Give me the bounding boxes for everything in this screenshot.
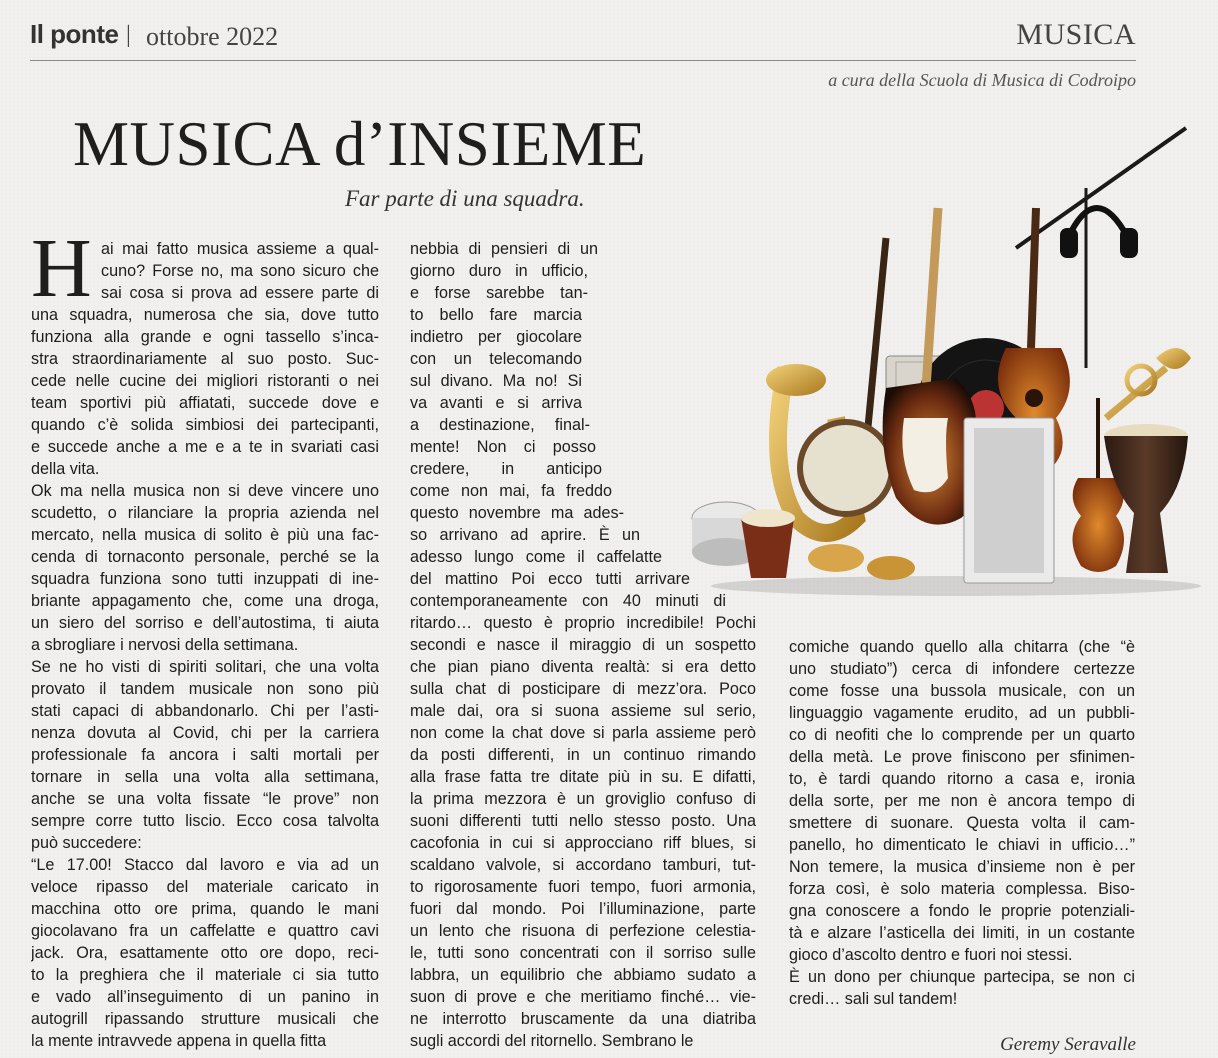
col1-line: e succede anche a me e a te in svariati casi [31,438,379,456]
col1-line: squadra funziona sono tutti inzuppati di ine- [31,570,379,588]
col2-line: contemporaneamente con 40 minuti di [410,592,726,610]
col1-line: to la preghiera che il materiale ci sia tutto [31,966,379,984]
col1-line: a sbrogliare i nervosi della settimana. [31,636,299,654]
col2-line: con un telecomando [410,350,582,368]
drop-cap: H [31,222,92,315]
col1-line: anche se una volta fissate “le prove” non [31,790,379,808]
col1-line: jack. Ora, esattamente otto ore dopo, reci- [31,944,379,962]
col3-line: come fosse una bussola musicale, con un [789,682,1135,700]
col1-line: la mente intravvede appena in quella fitta [31,1032,327,1050]
col2-line: del mattino Poi ecco tutti arrivare [410,570,690,588]
col1-line: “Le 17.00! Stacco dal lavoro e via ad un [31,856,379,874]
col3-line: della metà. Le prove finiscono per sfinimen- [789,748,1135,766]
col3-line: comiche quando quello alla chitarra (che “è [789,638,1135,656]
col3-line: co di neofiti che lo comprende per un quarto [789,726,1135,744]
col2-line: indietro per giocolare [410,328,582,346]
shadow [711,576,1201,596]
col2-line: le, tutti sono concentrati con il sorriso sulle [410,944,756,962]
col3-line: gioco d’ascolto dentro e fuori noi stessi. [789,946,1073,964]
col1-line: una squadra, numerosa che sia, dove tutto [31,306,379,324]
col1-line: sempre corre tutto liscio. Ecco cosa talvolta [31,812,379,830]
article-column-3 [789,636,1135,1010]
col1-line: macchina otto ore prima, quando le mani [31,900,379,918]
col1-line: veloce ripasso del materiale caricato in [31,878,379,896]
col3-line: È un dono per chiunque partecipa, se non ci [789,968,1135,986]
mic-stand-icon [1016,128,1186,368]
col3-line: forza così, è solo materia complessa. Biso- [789,880,1135,898]
section-curator: a cura della Scuola di Musica di Codroipo [828,70,1136,90]
col2-line: credere, in anticipo [410,460,602,478]
col2-line: male dai, ora si suona assieme sul serio, [410,702,756,720]
col1-line: Se ne ho visti di spiriti solitari, che una volta [31,658,379,676]
col1-line: cede nelle cucine dei migliori ristoranti o nei [31,372,379,390]
col3-line: to, è tardi quando ritorno a casa e, ironia [789,770,1135,788]
col3-line: gna conoscere a fondo le proprie potenziali- [789,902,1135,920]
col1-line: cenda di tornaconto personale, perché se la [31,548,379,566]
col3-line: tà e alzare l’asticella dei limiti, in un costante [789,924,1135,942]
violin-icon [1073,398,1125,572]
col2-line: cacofonia in cui si approcciano riff blues, si [410,834,756,852]
col2-line: come non mai, fa freddo [410,482,612,500]
col2-line: suoni differenti tutti nello stesso posto. Una [410,812,756,830]
header-separator: | [126,22,131,48]
col2-line: da posti differenti, in un continuo rimando [410,746,756,764]
col2-line: adesso lungo come il caffelatte [410,548,662,566]
col1-line: della vita. [31,460,100,478]
page-header [30,18,1136,61]
col2-line: mente! Non ci posso [410,438,596,456]
col2-line: so arrivano ad aprire. È un [410,526,640,544]
col3-line: smettere di suonare. Questa volta il cam- [789,814,1135,832]
col2-line: ritardo… questo è proprio incredibile! Pochi [410,614,756,632]
col1-line: autogrill ripassando strutture musicali che [31,1010,379,1028]
col1-line: team sportivi più affiatati, succede dove e [31,394,379,412]
magazine-logo: Il ponte [30,19,119,49]
col2-line: fuori dal mondo. Poi l’illuminazione, parte [410,900,756,918]
col2-line: labbra, un equilibrio che abbiamo sudato a [410,966,756,984]
section-name: MUSICA [1016,18,1136,51]
col2-line: ne interrotto bruscamente da una diatriba [410,1010,756,1028]
article-subtitle: Far parte di una squadra. [345,186,585,211]
col1-line: stati capaci di abbandonarlo. Chi per l’asti- [31,702,379,720]
col1-line: e vado all’inseguimento di un panino in [31,988,379,1006]
col3-line: panello, ho dimenticato le chiavi in ufficio…” [789,836,1135,854]
col1-line: sai cosa si prova ad essere parte di [101,284,379,302]
col2-line: to rigorosamente fuori tempo, fuori armonia, [410,878,756,896]
maracas-icon [808,544,915,580]
col2-line: sugli accordi del ritornello. Sembrano le [410,1032,694,1050]
col3-line: credi… sali sul tandem! [789,990,958,1008]
col1-line: Ok ma nella musica non si deve vincere uno [31,482,379,500]
col2-line: suon di prove e che meritiamo finché… vie- [410,988,756,1006]
trumpet-icon [1106,348,1191,418]
col2-line: sul divano. Ma no! Si [410,372,582,390]
col2-line: non come la chat dove si parla assieme però [410,724,756,742]
headphones-icon [1060,208,1138,258]
col1-line: provato il tandem musicale non sono più [31,680,379,698]
col2-line: che pian piano diventa realtà: si era detto [410,658,756,676]
col1-line: scudetto, o rilanciare la propria azienda nel [31,504,379,522]
col1-line: briante appagamento che, come una droga, [31,592,379,610]
col2-line: secondi e nasce il miraggio di un sospetto [410,636,756,654]
col3-line: Non temere, la musica d’insieme non è per [789,858,1135,876]
author-signature: Geremy Seravalle [1000,1034,1136,1055]
col2-line: un lento che risuona di perfezione celestia- [410,922,756,940]
article-title: MUSICA d’INSIEME [73,109,647,179]
col1-line: stra straordinariamente al suo posto. Suc- [31,350,379,368]
col2-line: questo novembre ma ades- [410,504,624,522]
issue-date: ottobre 2022 [146,22,279,51]
keyboard-icon [964,418,1054,583]
article-column-1 [31,238,379,1052]
col1-line: funziona alla grande e ogni tassello s’inca- [31,328,379,346]
col1-line: giocolavano fra un caffelatte e quattro cavi [31,922,379,940]
col1-line: professionale fa ancora i salti mortali per [31,746,379,764]
col2-line: giorno duro in ufficio, [410,262,588,280]
col3-line: linguaggio vagamente erudito, ad un pubbli- [789,704,1135,722]
col1-line: ai mai fatto musica assieme a qual- [101,240,379,258]
col1-line: quando c’è solida simbiosi dei partecipanti, [31,416,379,434]
col2-line: va avanti e si arriva [410,394,582,412]
col2-line: a destinazione, final- [410,416,590,434]
col2-line: scaldano valvole, si accordano tamburi, tut- [410,856,756,874]
col1-line: mercato, nella musica di solito è più una fac- [31,526,379,544]
col1-line: tornare in sella una volta alla settimana, [31,768,379,786]
col1-line: nenza dovuta al Covid, chi per la carriera [31,724,379,742]
col3-line: della sorte, per me non è ancora tempo di [789,792,1135,810]
col3-line: uno studiato”) cerca di infondere certezze [789,660,1135,678]
col2-line: nebbia di pensieri di un [410,240,598,258]
col2-line: la prima mezzora è un groviglio confuso di [410,790,756,808]
bongo-icon [741,509,795,578]
col2-line: alla frase fatta tre ditate più in su. E difatti, [410,768,756,786]
col1-line: può succedere: [31,834,142,852]
col1-line: un siero del sorriso e dell’autostima, ti aiuta [31,614,379,632]
col2-line: to bello fare marcia [410,306,582,324]
col2-line: e forse sarebbe tan- [410,284,588,302]
musical-instruments-illustration [686,118,1206,598]
col1-line: cuno? Forse no, ma sono sicuro che [101,262,379,280]
col2-line: sulla chat di posticipare di mezz’ora. Poco [410,680,756,698]
